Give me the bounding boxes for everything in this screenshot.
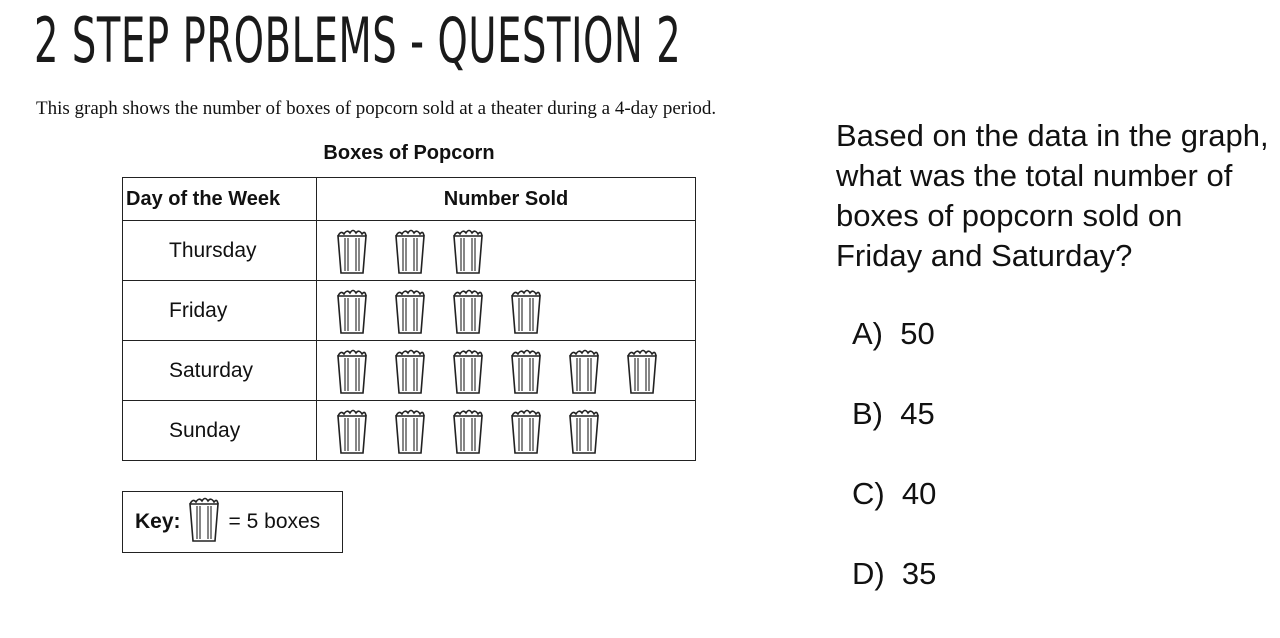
choice-b[interactable]: B) 45 [852,396,935,431]
popcorn-icon [567,407,601,455]
key-box [122,491,343,553]
popcorn-icon [393,347,427,395]
popcorn-icon [335,287,369,335]
popcorn-icon [335,347,369,395]
number-sold-cell [317,281,696,341]
key-value: = 5 boxes [228,510,321,533]
popcorn-icon [393,407,427,455]
choice-a[interactable]: A) 50 [852,316,935,351]
number-sold-cell [317,341,696,401]
popcorn-icon [451,227,485,275]
day-label: Friday [123,281,317,341]
popcorn-icon [187,495,221,543]
question-text: Based on the data in the graph, what was the total number of boxes of popcorn sold on Friday and Saturday? [836,118,1269,273]
popcorn-icon [509,287,543,335]
day-label: Saturday [123,341,317,401]
popcorn-icon [393,227,427,275]
popcorn-icon [509,347,543,395]
popcorn-icon [451,347,485,395]
chart-title: Boxes of Popcorn [323,142,495,164]
popcorn-icon [625,347,659,395]
popcorn-icon [335,227,369,275]
number-sold-cell [317,221,696,281]
column-header-number-sold: Number Sold [317,178,696,221]
column-header-day: Day of the Week [123,178,317,221]
choice-d[interactable]: D) 35 [852,556,937,591]
table-row [123,341,696,401]
table-row [123,281,696,341]
popcorn-icon [451,287,485,335]
day-label: Thursday [123,221,317,281]
intro-text: This graph shows the number of boxes of popcorn sold at a theater during a 4-day period. [36,98,717,119]
pictograph-table [122,177,696,461]
popcorn-icon [567,347,601,395]
number-sold-cell [317,401,696,461]
popcorn-icon [393,287,427,335]
page-title: 2 STEP PROBLEMS - QUESTION 2 [34,4,682,77]
key-label: Key: [135,510,181,533]
table-row [123,401,696,461]
day-label: Sunday [123,401,317,461]
popcorn-icon [509,407,543,455]
popcorn-icon [451,407,485,455]
choice-c[interactable]: C) 40 [852,476,937,511]
table-row [123,221,696,281]
popcorn-icon [335,407,369,455]
